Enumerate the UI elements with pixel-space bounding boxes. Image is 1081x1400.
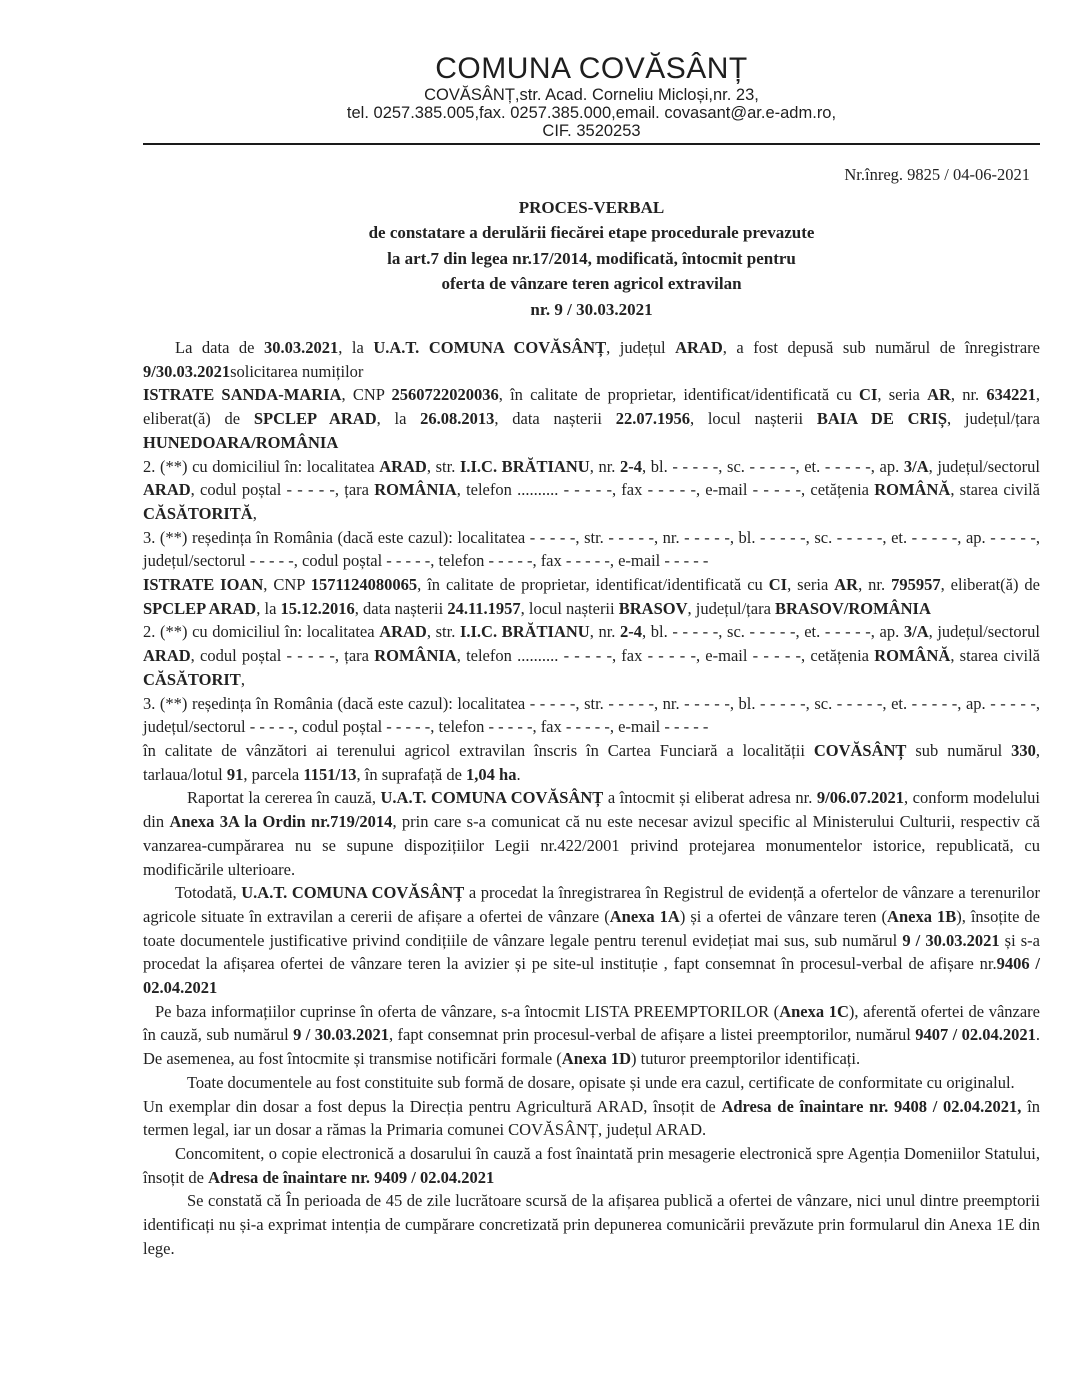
document-subtitle-line: oferta de vânzare teren agricol extravilan xyxy=(441,274,742,294)
paragraph: 3. (**) reședința în România (dacă este cazul): localitatea - - - - -, str. - - - - -, nr. - - - - -, bl. - - - - -, sc. - - - - -, et. - - - - -, ap. - - - - -, județul/sectorul - - - - -, codul poștal - - - - -, telefon - - - - -, fax - - - - -, e-mail - - - - - xyxy=(143,693,1040,737)
letterhead-address: COVĂSÂNȚ,str. Acad. Corneliu Micloși,nr. 23, xyxy=(424,86,759,104)
paragraph: 2. (**) cu domiciliul în: localitatea ARAD, str. I.I.C. BRĂTIANU, nr. 2-4, bl. - - - - -, sc. - - - - -, et. - - - - -, ap. 3/A, județul/sectorul ARAD, codul poștal - - - - -, țara ROMÂNIA, telefon .......... - - - - -, fax - - - - -, e-mail - - - - -, cetățenia ROMÂNĂ, starea civilă CĂSĂTORIT, xyxy=(143,622,1041,689)
paragraph: 2. (**) cu domiciliul în: localitatea ARAD, str. I.I.C. BRĂTIANU, nr. 2-4, bl. - - - - -, sc. - - - - -, et. - - - - -, ap. 3/A, județul/sectorul ARAD, codul poștal - - - - -, țara ROMÂNIA, telefon .......... - - - - -, fax - - - - -, e-mail - - - - -, cetățenia ROMÂNĂ, starea civilă CĂSĂTORITĂ, xyxy=(143,456,1041,523)
paragraph: ISTRATE SANDA-MARIA, CNP 2560722020036, în calitate de proprietar, identificat/identificată cu CI, seria AR, nr. 634221, eliberat(ă) de SPCLEP ARAD, la 26.08.2013, data nașterii 22.07.1956, locul nașterii BAIA DE CRIȘ, județul/țara HUNEDOARA/ROMÂNIA xyxy=(143,385,1041,452)
paragraph: Raportat la cererea în cauză, U.A.T. COMUNA COVĂSÂNȚ a întocmit și eliberat adresa nr. 9/06.07.2021, conform modelului din Anexa 3A la Ordin nr.719/2014, prin care s-a comunicat că nu este necesar avizul specific al Ministerului Culturii, respectiv că vanzarea-cumpărarea nu se supune dispozițiilor Legii nr.422/2001 privind protejarea monumentelor istorice, republicată, cu modificările ulterioare. xyxy=(143,788,1040,879)
paragraph: Pe baza informațiilor cuprinse în oferta de vânzare, s-a întocmit LISTA PREEMPTORILOR (Anexa 1C), aferentă ofertei de vânzare în cauză, sub numărul 9 / 30.03.2021, fapt consemnat prin procesul-verbal de afișare a listei preemptorilor, numărul 9407 / 02.04.2021. De asemenea, au fost întocmite și transmise notificări formale (Anexa 1D) tuturor preemptorilor identificați. xyxy=(143,1001,1040,1069)
document-subtitle-line: nr. 9 / 30.03.2021 xyxy=(530,299,653,319)
document-subtitle-lines xyxy=(143,220,1040,322)
paragraph: Toate documentele au fost constituite sub formă de dosare, opisate și unde era cazul, certificate de conformitate cu originalul. xyxy=(187,1072,1015,1092)
paragraph: 3. (**) reședința în România (dacă este cazul): localitatea - - - - -, str. - - - - -, nr. - - - - -, bl. - - - - -, sc. - - - - -, et. - - - - -, ap. - - - - -, județul/sectorul - - - - -, codul poștal - - - - -, telefon - - - - -, fax - - - - -, e-mail - - - - - xyxy=(143,527,1040,571)
paragraph: Concomitent, o copie electronică a dosarului în cauză a fost înaintată prin mesagerie electronică spre Agenția Domeniilor Statului, însoțit de Adresa de înaintare nr. 9409 / 02.04.2021 xyxy=(143,1143,1040,1187)
paragraph: La data de 30.03.2021, la U.A.T. COMUNA COVĂSÂNȚ, județul ARAD, a fost depusă sub numărul de înregistrare 9/30.03.2021solicitarea numiților xyxy=(143,338,1040,381)
paragraph: în calitate de vânzători ai terenului agricol extravilan înscris în Cartea Funciară a localității COVĂSÂNȚ sub numărul 330, tarlaua/lotul 91, parcela 1151/13, în suprafață de 1,04 ha. xyxy=(143,740,1040,784)
paragraph: Totodată, U.A.T. COMUNA COVĂSÂNȚ a procedat la înregistrarea în Registrul de evidență a ofertelor de vânzare a terenurilor agricole situate în extravilan a cererii de afișare a ofertei de vânzare (Anexa 1A) și a ofertei de vânzare teren (Anexa 1B), însoțite de toate documentele justificative privind condițiile de vânzare legale pentru terenul evidețiat mai sus, sub numărul 9 / 30.03.2021 și s-a procedat la afișarea ofertei de vânzare teren la avizier și pe site-ul instituție , fapt consemnat în procesul-verbal de afișare nr.9406 / 02.04.2021 xyxy=(143,883,1040,998)
paragraph: Se constată că În perioada de 45 de zile lucrătoare scursă de la afișarea publică a ofertei de vânzare, nici unul dintre preemptorii identificați nu și-a exprimat intenția de cumpărare concretizată prin depunerea comunicării prevăzute prin formularul din Anexa 1E din lege. xyxy=(143,1191,1040,1258)
paragraph: ISTRATE IOAN, CNP 1571124080065, în calitate de proprietar, identificat/identificată cu CI, seria AR, nr. 795957, eliberat(ă) de SPCLEP ARAD, la 15.12.2016, data nașterii 24.11.1957, locul nașterii BRASOV, județul/țara BRASOV/ROMÂNIA xyxy=(143,575,1040,618)
document-title-block xyxy=(143,195,1040,322)
letterhead-divider xyxy=(143,143,1040,145)
document-subtitle-line: la art.7 din legea nr.17/2014, modificată, întocmit pentru xyxy=(387,248,796,268)
organization-name: COMUNA COVĂSÂNȚ xyxy=(435,52,748,85)
registration-number: Nr.înreg. 9825 / 04-06-2021 xyxy=(844,165,1030,184)
document-body xyxy=(143,336,1040,1260)
paragraph: Un exemplar din dosar a fost depus la Direcția pentru Agricultură ARAD, însoțit de Adresa de înaintare nr. 9408 / 02.04.2021, în termen legal, iar un dosar a rămas la Primaria comunei COVĂSÂNȚ, județul ARAD. xyxy=(143,1096,1040,1140)
document-subtitle-line: de constatare a derulării fiecărei etape procedurale prevazute xyxy=(368,223,815,243)
letterhead xyxy=(143,52,1040,145)
letterhead-cif: CIF. 3520253 xyxy=(542,122,641,140)
document-title: PROCES-VERBAL xyxy=(518,198,665,217)
letterhead-contact: tel. 0257.385.005,fax. 0257.385.000,email. covasant@ar.e-adm.ro, xyxy=(346,104,837,122)
